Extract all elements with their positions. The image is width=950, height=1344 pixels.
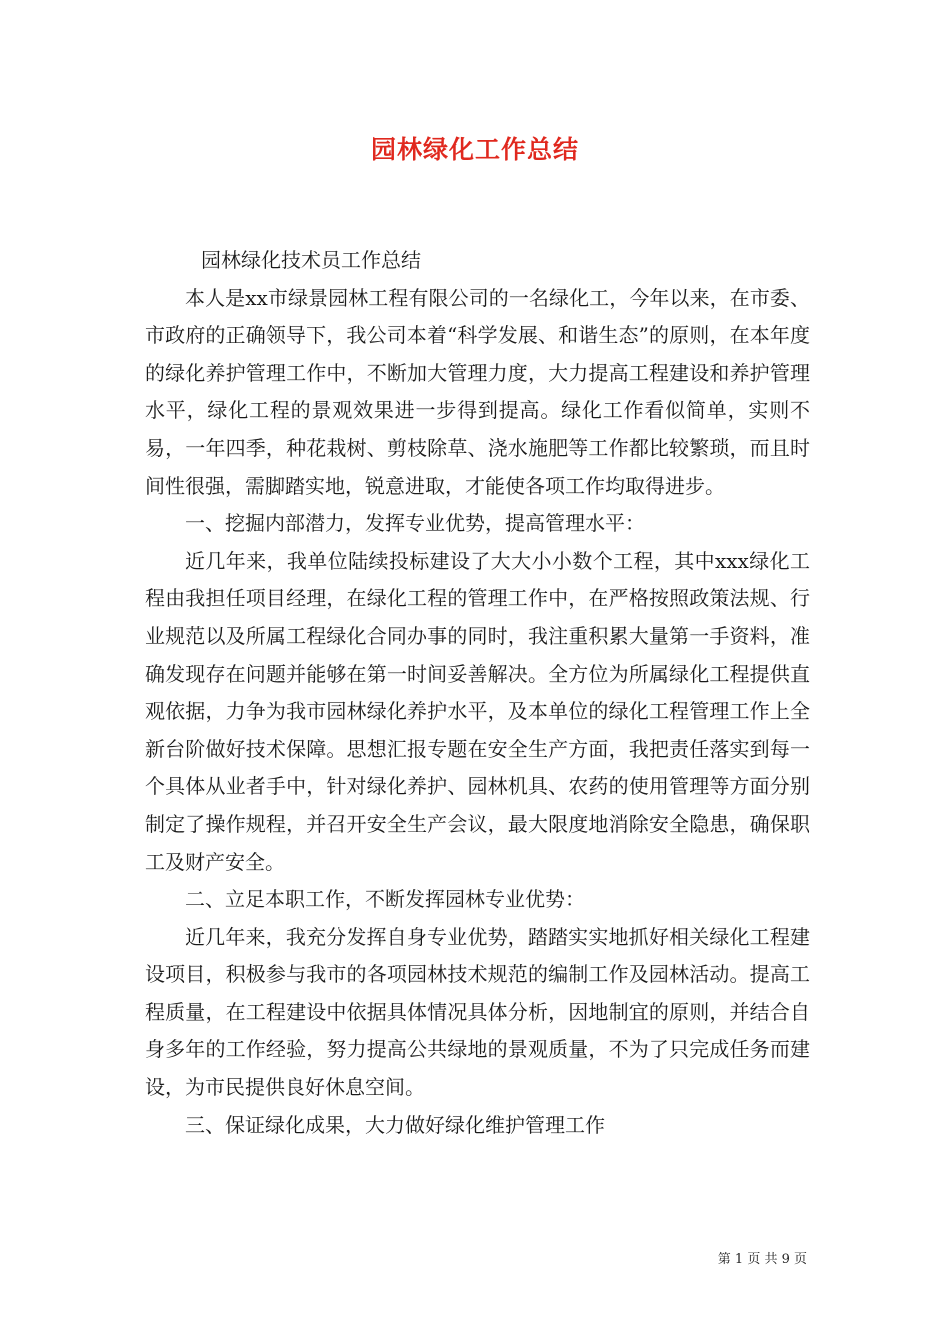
page-number: 第 1 页 共 9 页 <box>717 1252 807 1267</box>
section-heading-3: 三、保证绿化成果，大力做好绿化维护管理工作 <box>185 1112 605 1137</box>
section-heading-1: 一、挖掘内部潜力，发挥专业优势，提高管理水平： <box>185 511 645 536</box>
section-heading-2: 二、立足本职工作，不断发挥园林专业优势： <box>185 887 585 912</box>
intro-paragraph: 本人是xx市绿景园林工程有限公司的一名绿化工，今年以来，在市委、市政府的正确领导下，我公司本着“科学发展、和谐生态”的原则，在本年度的绿化养护管理工作中，不断加大管理力度，大力提高工程建设和养护管理水平，绿化工程的景观效果进一步得到提高。绿化工作看似简单，实则不易，一年四季，种花栽树、剪枝除草、浇水施肥等工作都比较繁琐，而且时间性很强，需脚踏实地，锐意进取，才能使各项工作均取得进步。 <box>145 285 810 498</box>
document-body <box>145 242 810 1144</box>
document-title: 园林绿化工作总结 <box>370 135 579 164</box>
section-1-paragraph: 近几年来，我单位陆续投标建设了大大小小数个工程，其中xxx绿化工程由我担任项目经理，在绿化工程的管理工作中，在严格按照政策法规、行业规范以及所属工程绿化合同办事的同时，我注重积累大量第一手资料，准确发现存在问题并能够在第一时间妥善解决。全方位为所属绿化工程提供直观依据，力争为我市园林绿化养护水平，及本单位的绿化工程管理工作上全新台阶做好技术保障。思想汇报专题在安全生产方面，我把责任落实到每一个具体从业者手中，针对绿化养护、园林机具、农药的使用管理等方面分别制定了操作规程，并召开安全生产会议，最大限度地消除安全隐患，确保职工及财产安全。 <box>145 548 810 874</box>
document-subtitle: 园林绿化技术员工作总结 <box>201 248 421 272</box>
section-2-paragraph: 近几年来，我充分发挥自身专业优势，踏踏实实地抓好相关绿化工程建设项目，积极参与我市的各项园林技术规范的编制工作及园林活动。提高工程质量，在工程建设中依据具体情况具体分析，因地制宜的原则，并结合自身多年的工作经验，努力提高公共绿地的景观质量，不为了只完成任务而建设，为市民提供良好休息空间。 <box>145 924 810 1100</box>
